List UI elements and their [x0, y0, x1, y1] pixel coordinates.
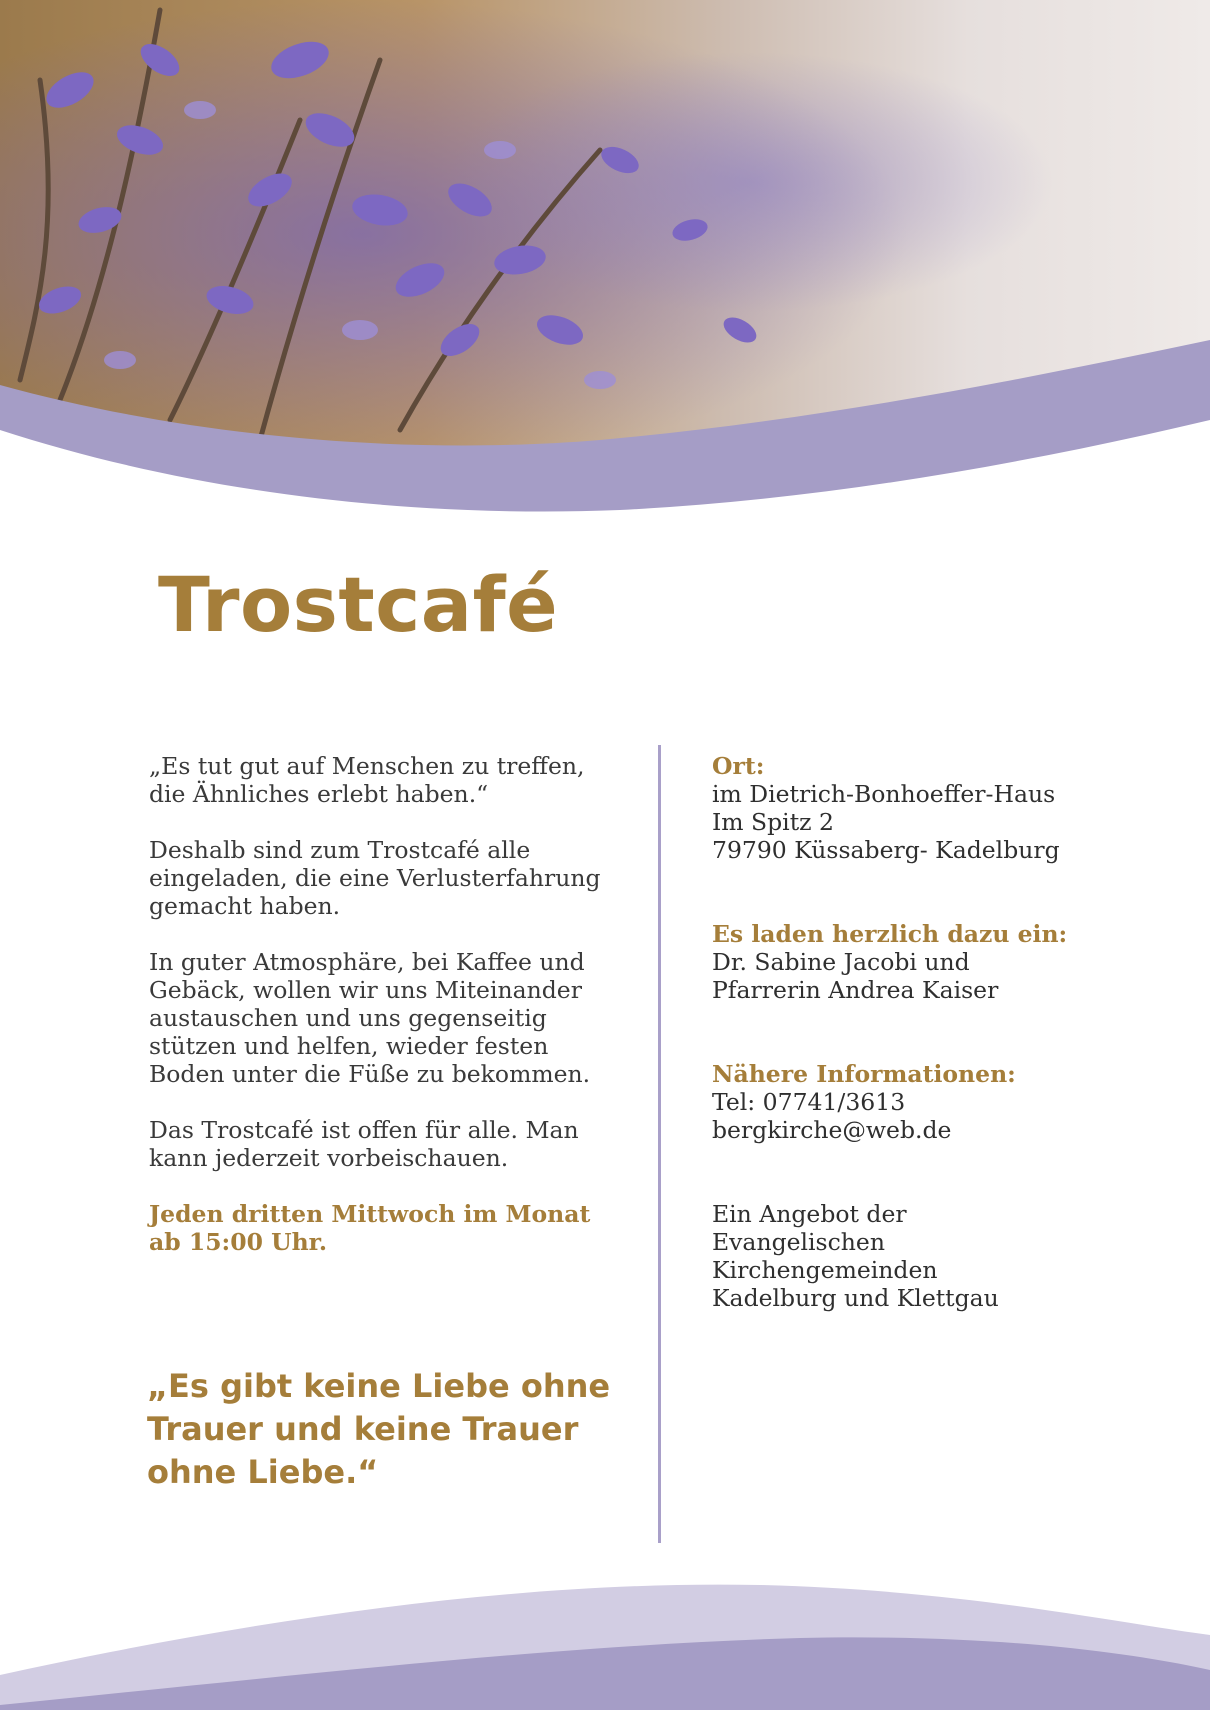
page-title: Trostcafé: [158, 560, 559, 649]
location-line: im Dietrich-Bonhoeffer-Haus: [712, 780, 1056, 808]
right-column: [712, 752, 1132, 1368]
offer-line: Kirchengemeinden: [712, 1256, 938, 1284]
phone-number: Tel: 07741/3613: [712, 1088, 906, 1116]
location-block: [712, 752, 1132, 864]
offer-line: Evangelischen: [712, 1228, 885, 1256]
paragraph-open: Das Trostcafé ist offen für alle. Man kann jederzeit vorbeischauen.: [149, 1116, 579, 1172]
host-line: Dr. Sabine Jacobi und: [712, 948, 970, 976]
intro-quote: „Es tut gut auf Menschen zu treffen, die Ähnliches erlebt haben.“: [149, 752, 585, 808]
offer-block: [712, 1200, 1132, 1312]
host-line: Pfarrerin Andrea Kaiser: [712, 976, 999, 1004]
closing-quote: „Es gibt keine Liebe ohne Trauer und keine Trauer ohne Liebe.“: [147, 1367, 611, 1491]
hosts-block: [712, 920, 1132, 1004]
location-label: Ort:: [712, 752, 765, 780]
paragraph-atmosphere: In guter Atmosphäre, bei Kaffee und Gebäck, wollen wir uns Miteinander austauschen und uns gegenseitig stützen und helfen, wieder festen Boden unter die Füße zu bekommen.: [149, 948, 591, 1088]
left-column: [149, 752, 649, 1284]
email-address[interactable]: bergkirche@web.de: [712, 1116, 952, 1144]
info-label: Nähere Informationen:: [712, 1060, 1016, 1088]
location-line: Im Spitz 2: [712, 808, 834, 836]
offer-line: Kadelburg und Klettgau: [712, 1284, 999, 1312]
footer-wave: [0, 1560, 1210, 1710]
column-divider: [658, 745, 661, 1543]
paragraph-invitation: Deshalb sind zum Trostcafé alle eingeladen, die eine Verlusterfahrung gemacht haben.: [149, 836, 601, 920]
schedule-text: Jeden dritten Mittwoch im Monat ab 15:00 Uhr.: [149, 1200, 591, 1256]
offer-line: Ein Angebot der: [712, 1200, 907, 1228]
location-line: 79790 Küssaberg- Kadelburg: [712, 836, 1060, 864]
info-block: [712, 1060, 1132, 1144]
header-flower-image: [0, 0, 1210, 520]
hosts-label: Es laden herzlich dazu ein:: [712, 920, 1068, 948]
